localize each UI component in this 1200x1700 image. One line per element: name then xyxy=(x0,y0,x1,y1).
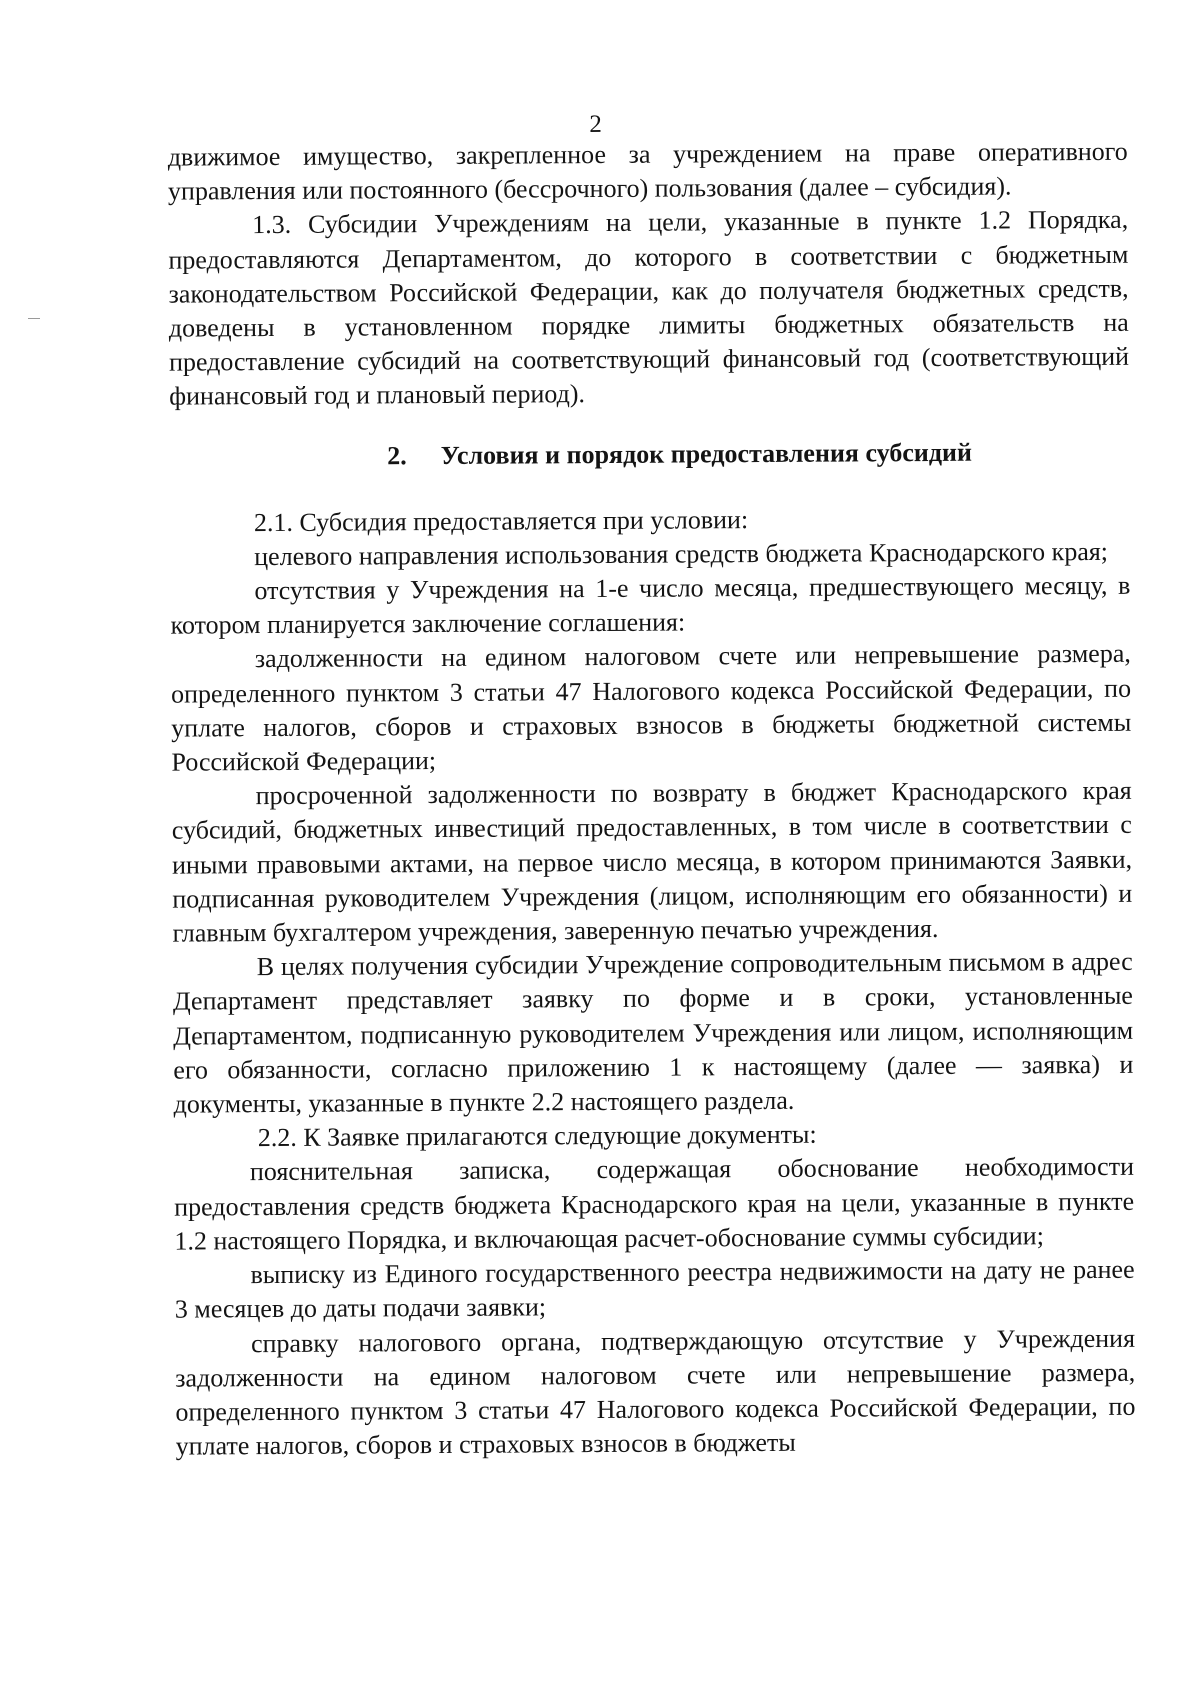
paragraph-movable-property: движимое имущество, закрепленное за учреждением на праве оперативного управления или постоянного (бессрочного) пользования (далее – субсидия). xyxy=(167,136,1128,206)
section-title: Условия и порядок предоставления субсидий xyxy=(440,437,973,470)
paragraph-1-3: 1.3. Субсидии Учреждениям на цели, указанные в пункте 1.2 Порядка, предоставляются Департаментом, до которого в соответствии с бюджетным законодательством Российской Федерации, как до получателя бюджетных средств, доведены в установленном порядке лимиты бюджетных обязательств на предоставление субсидий на соответствующий финансовый год (соответствующий финансовый год и плановый период). xyxy=(168,205,1130,412)
scan-artifact-mark xyxy=(28,318,40,319)
paragraph-absence-conditions: отсутствия у Учреждения на 1-е число месяца, предшествующего месяцу, в котором планируется заключение соглашения: xyxy=(170,570,1131,640)
section-heading xyxy=(170,434,1130,474)
section-number: 2. xyxy=(387,440,407,470)
page-number: 2 xyxy=(589,110,602,139)
paragraph-application-submission: В целях получения субсидии Учреждение сопроводительным письмом в адрес Департамент представляет заявку по форме и в сроки, установленные Департаментом, подписанную руководителем Учреждения или лицом, исполняющим его обязанности, согласно приложению 1 к настоящему (далее — заявка) и документы, указанные в пункте 2.2 настоящего раздела. xyxy=(172,947,1134,1119)
document-body xyxy=(168,135,1136,1464)
paragraph-2-2: 2.2. К Заявке прилагаются следующие документы: xyxy=(257,1119,817,1153)
paragraph-target-use: целевого направления использования средств бюджета Краснодарского края; xyxy=(254,536,1109,571)
paragraph-overdue-debt: просроченной задолженности по возврату в бюджет Краснодарского края субсидий, бюджетных инвестиций предоставленных, в том числе в соответствии с иными правовыми актами, на первое число месяца, в котором принимаются Заявки, подписанная руководителем Учреждения (лицом, исполняющим его обязанности) и главным бухгалтером учреждения, заверенную печатью учреждения. xyxy=(171,776,1133,948)
paragraph-registry-extract: выписку из Единого государственного реестра недвижимости на дату не ранее 3 месяцев до даты подачи заявки; xyxy=(174,1254,1135,1324)
paragraph-explanatory-note: пояснительная записка, содержащая обоснование необходимости предоставления средств бюджета Краснодарского края на цели, указанные в пункте 1.2 настоящего Порядка, и включающая расчет-обоснование суммы субсидии; xyxy=(174,1152,1135,1256)
paragraph-tax-debt: задолженности на едином налоговом счете или непревышение размера, определенного пунктом 3 статьи 47 Налогового кодекса Российской Федерации, по уплате налогов, сборов и страховых взносов в бюджеты бюджетной системы Российской Федерации; xyxy=(170,639,1132,777)
paragraph-tax-certificate: справку налогового органа, подтверждающую отсутствие у Учреждения задолженности на едином налоговом счете или непревышение размера, определенного пунктом 3 статьи 47 Налогового кодекса Российской Федерации, по уплате налогов, сборов и страховых взносов в бюджеты xyxy=(175,1323,1136,1461)
paragraph-2-1: 2.1. Субсидия предоставляется при условии: xyxy=(253,504,749,537)
